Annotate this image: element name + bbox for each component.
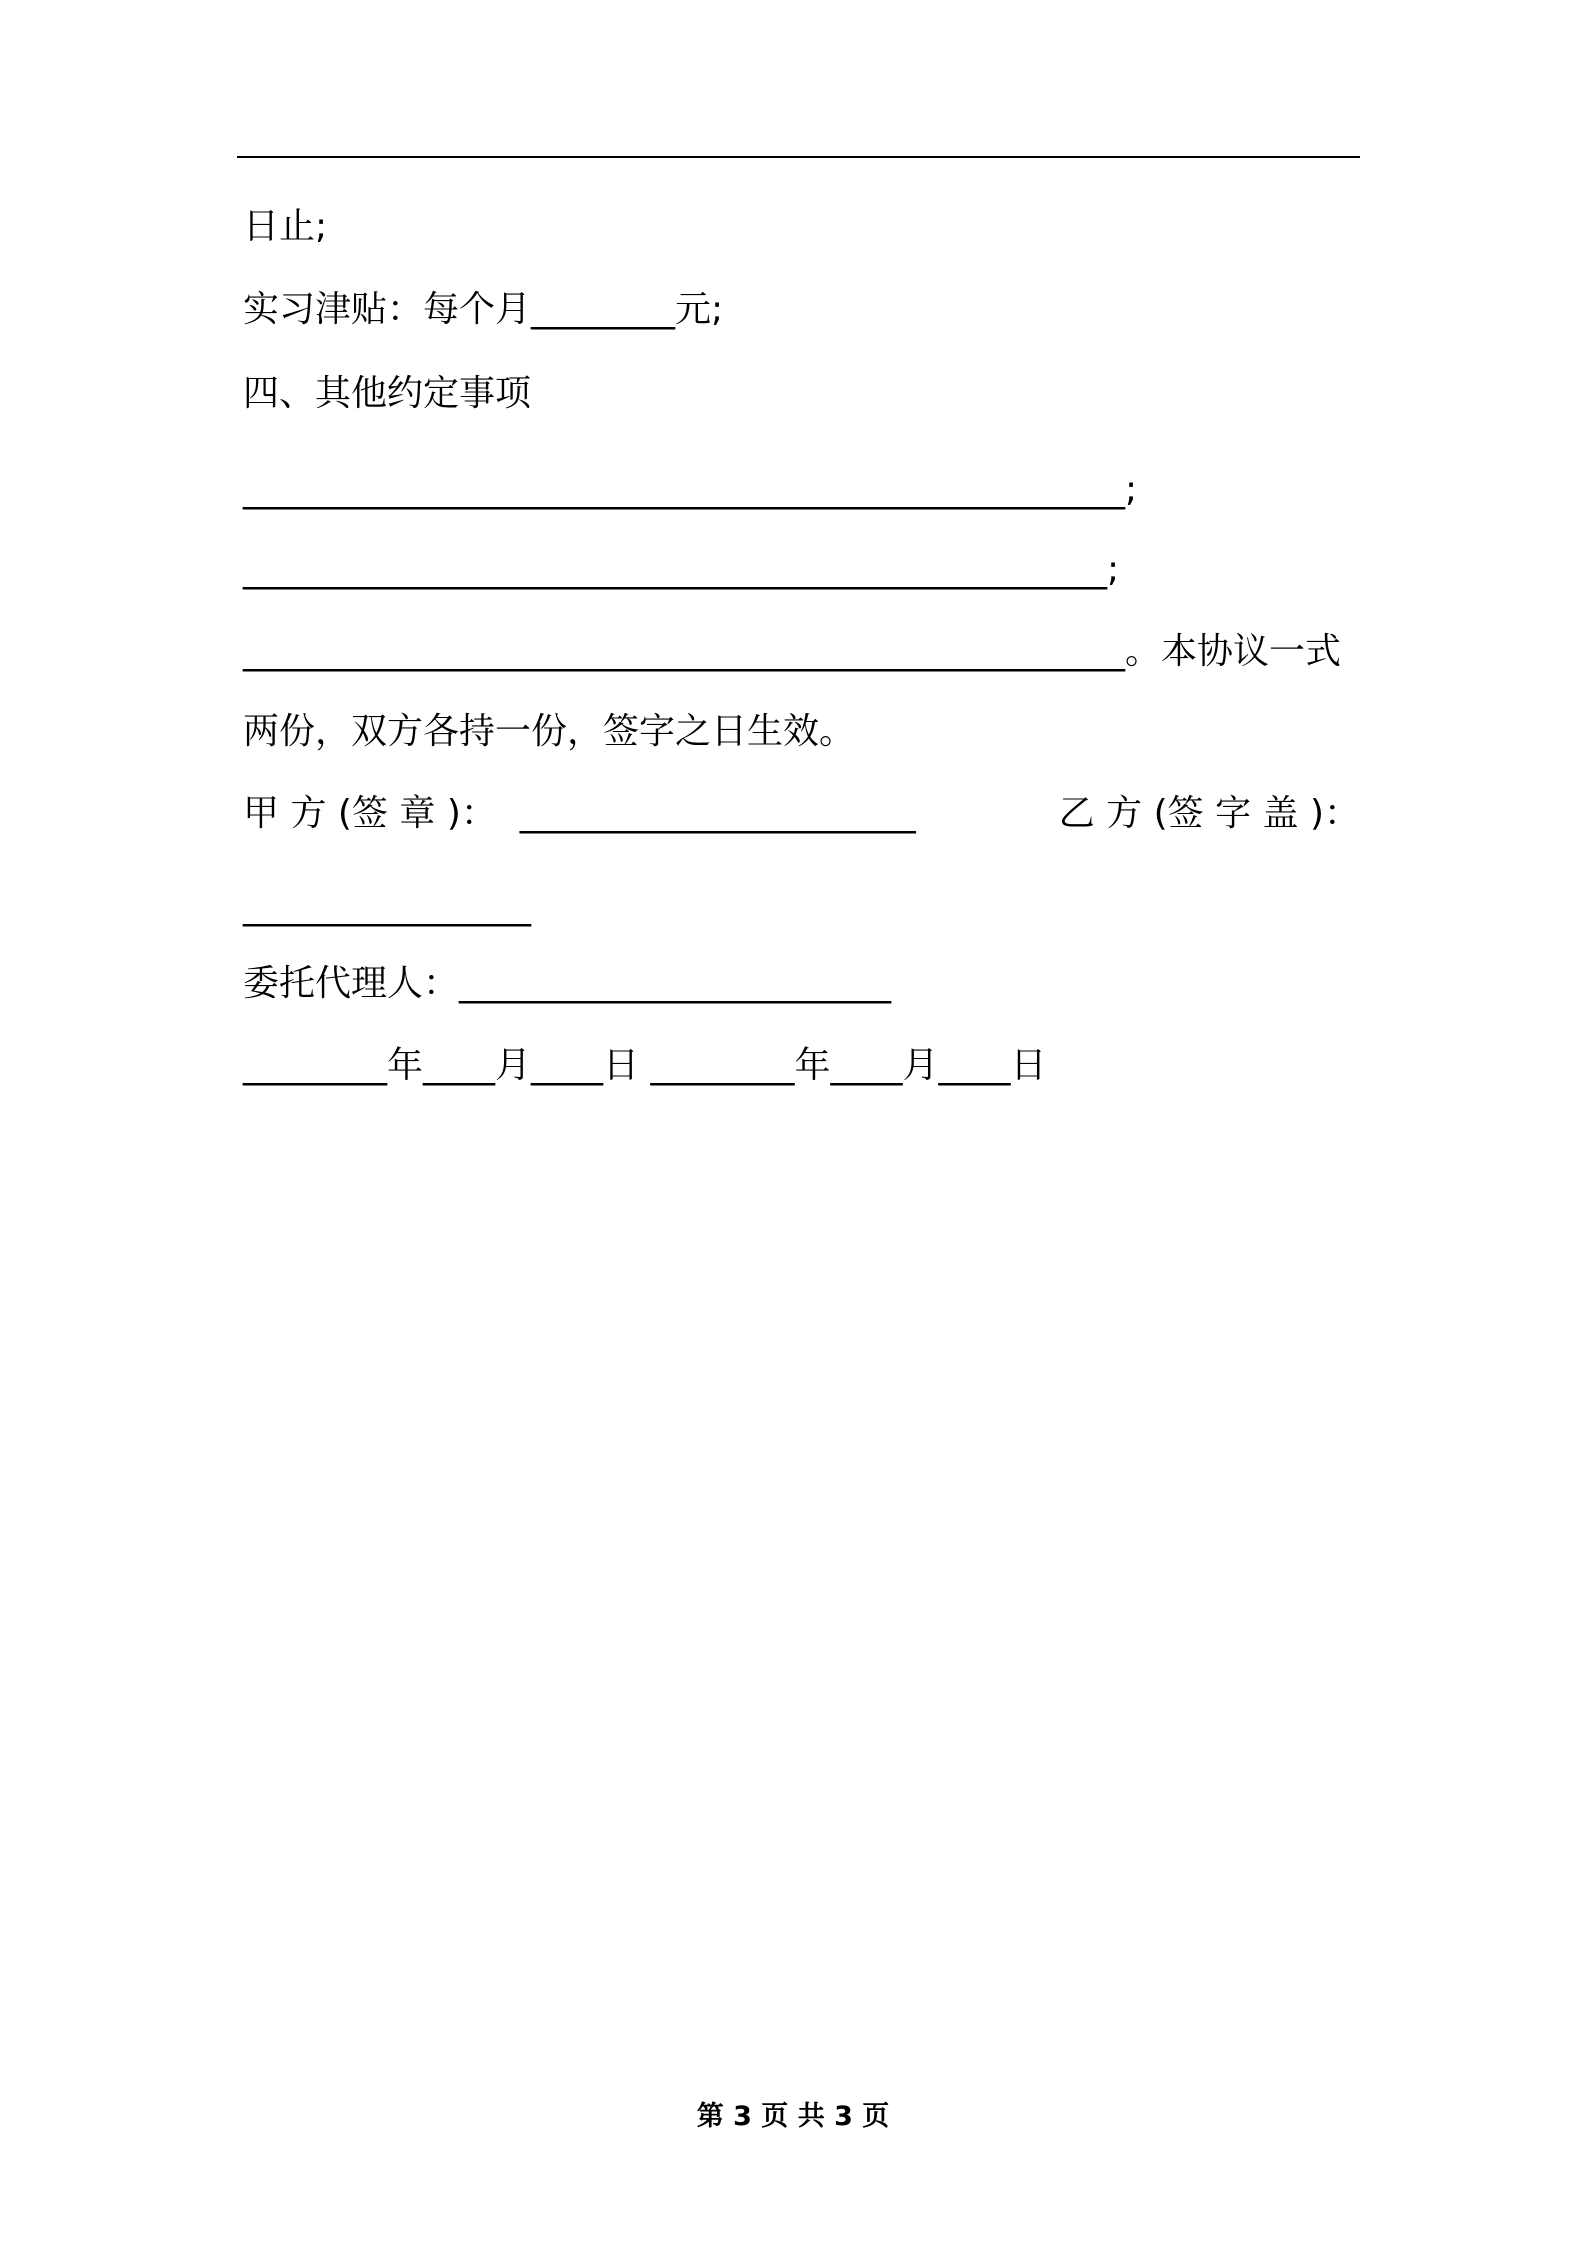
blank-line-1: _________________________________________________; [243,469,1138,510]
party-b-blank: ________________ [243,886,531,927]
blank-line-3: _________________________________________________。本协议一式 [243,631,1342,672]
section-title: 四、其他约定事项 [243,373,532,414]
party-a-signature: 甲 方 (签 章 )： ______________________ [243,793,916,834]
date-line: ________年____月____日 ________年____月____日 [243,1045,1047,1086]
agent-line: 委托代理人：________________________ [243,963,892,1004]
header-rule [237,156,1360,158]
signature-row [243,792,1360,836]
blank-line-2: ________________________________________________; [243,549,1120,590]
date-end-line: 日止; [243,206,328,247]
copies-clause: 两份，双方各持一份，签字之日生效。 [243,711,856,752]
internship-allowance-line: 实习津贴：每个月________元; [243,289,724,330]
party-b-signature: 乙 方 (签 字 盖 )： [1058,793,1360,834]
page-footer: 第 3 页 共 3 页 [696,2101,890,2132]
